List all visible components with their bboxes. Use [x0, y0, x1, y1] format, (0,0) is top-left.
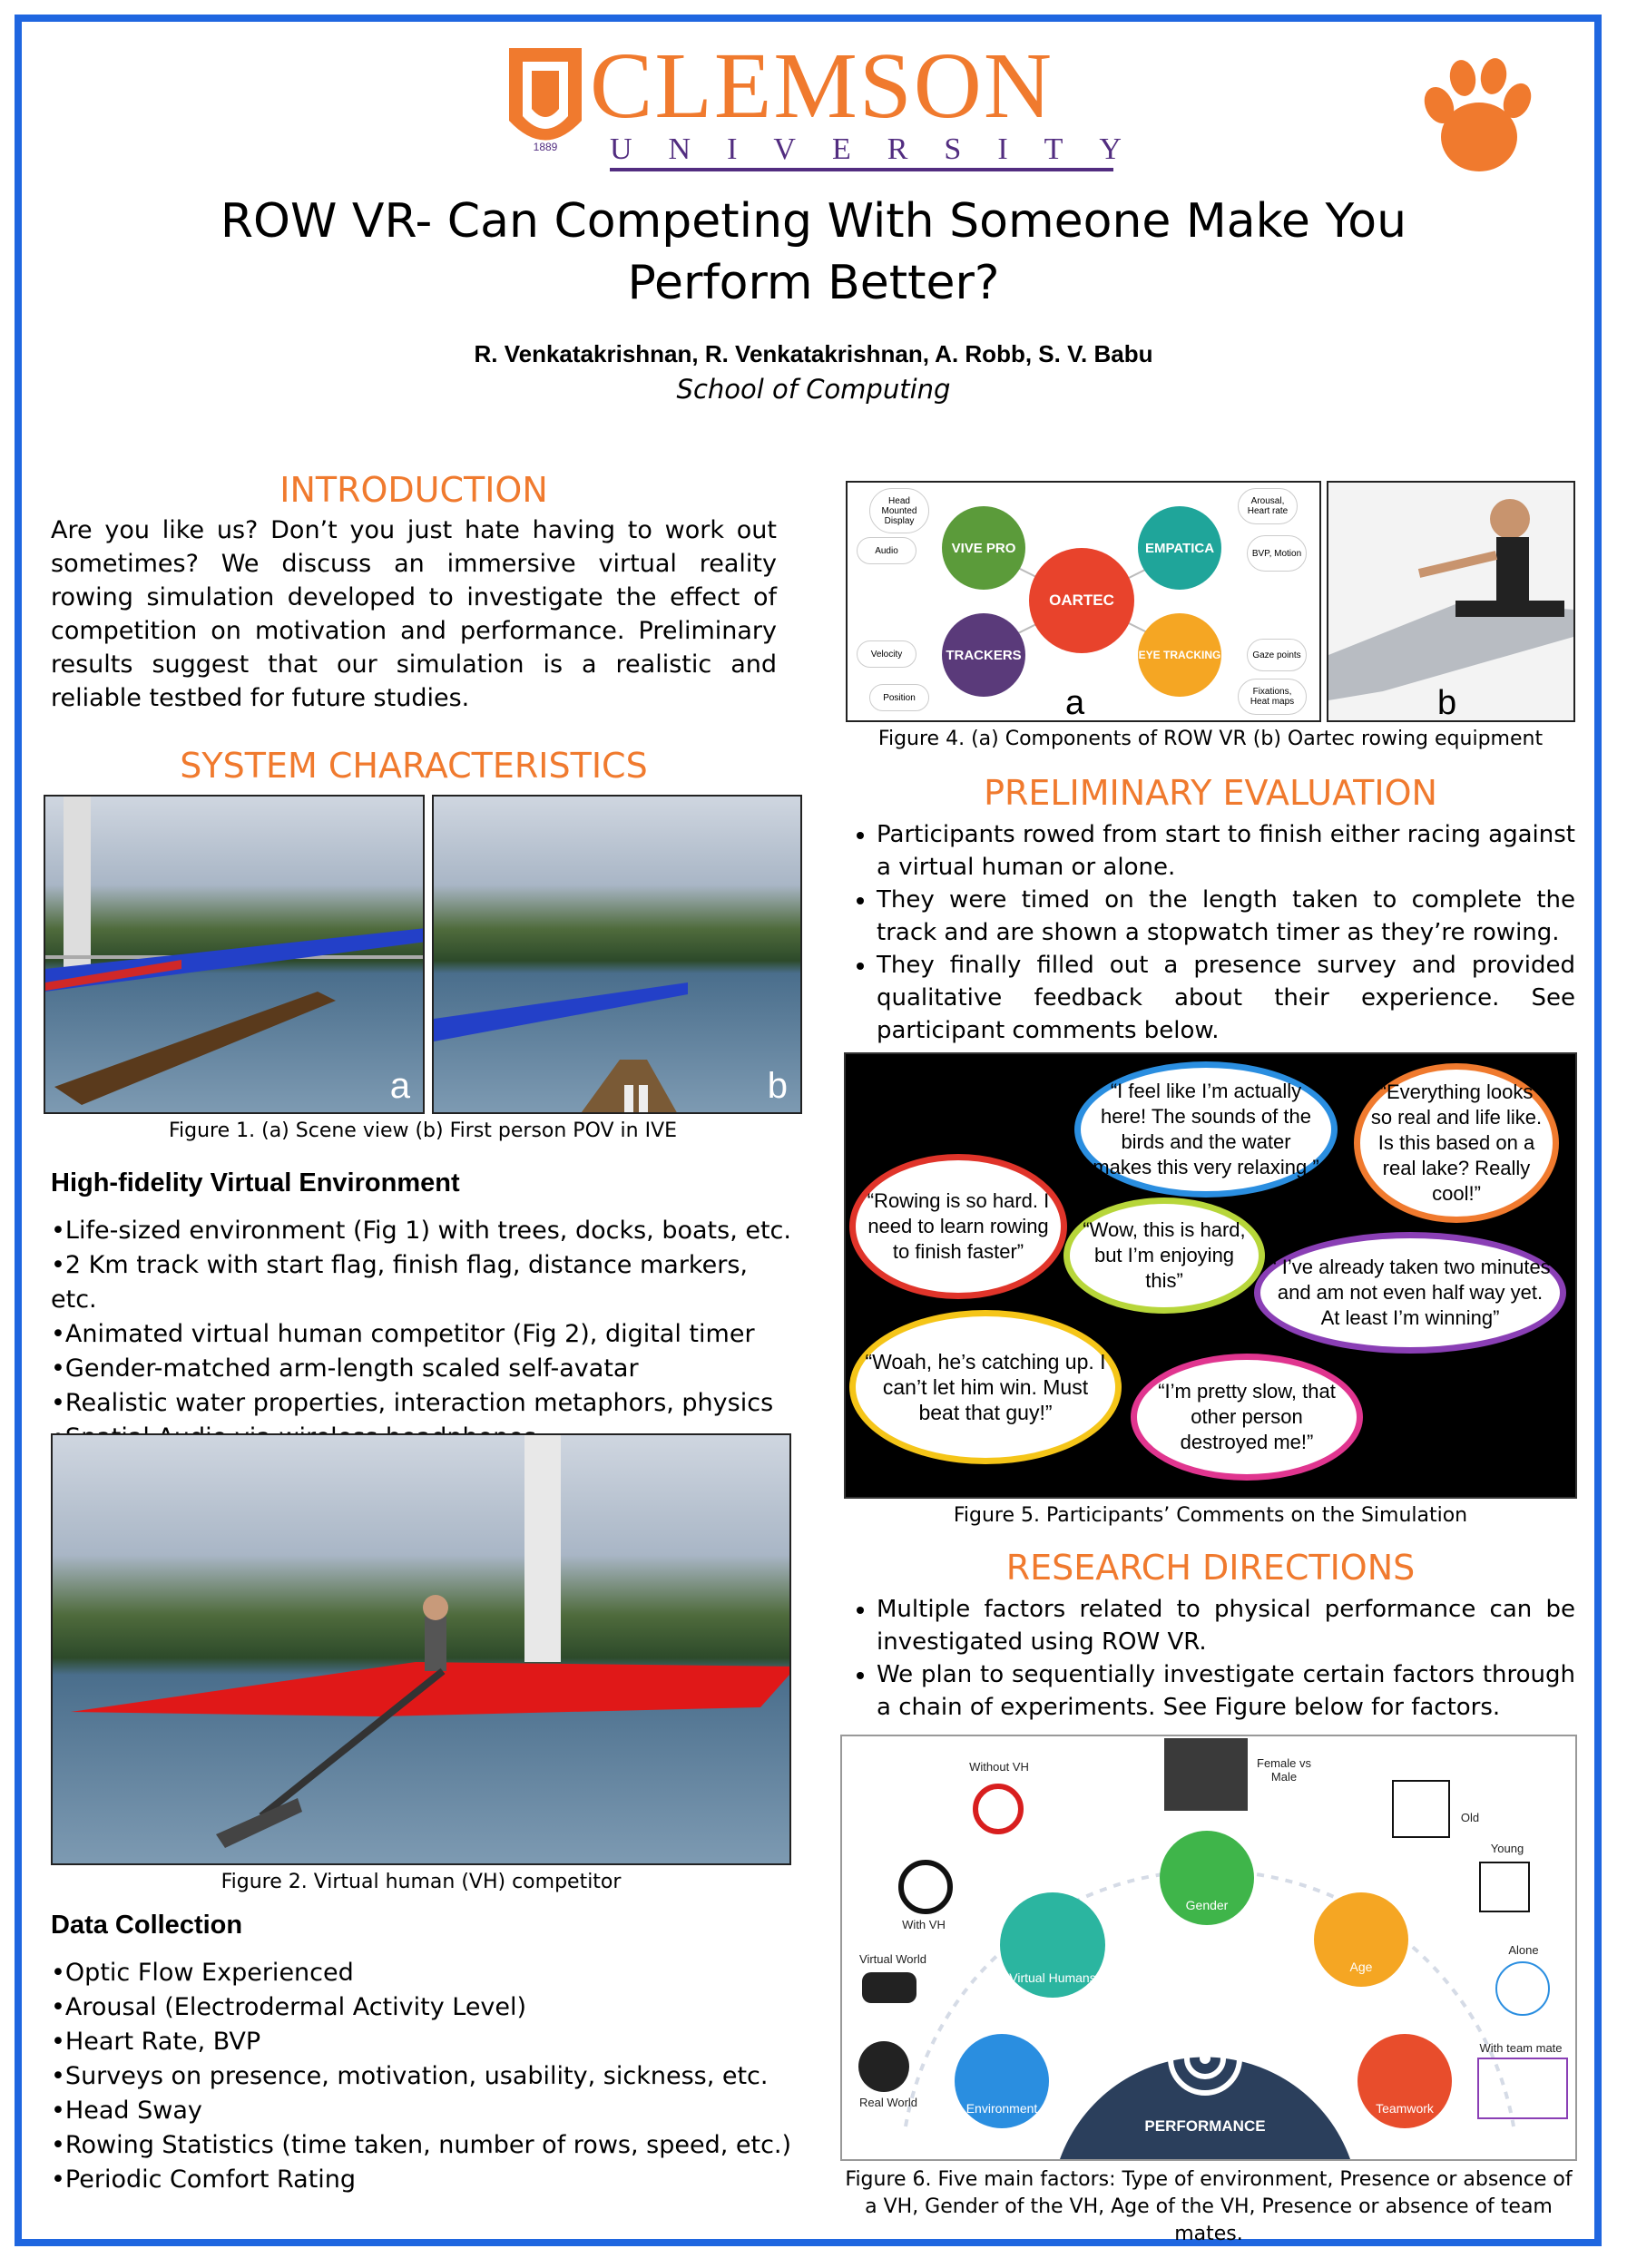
trackers-gear: TRACKERS — [942, 613, 1025, 697]
factor-gender: Gender — [1160, 1831, 1254, 1925]
figure-1-caption: Figure 1. (a) Scene view (b) First person POV in IVE — [168, 1119, 678, 1142]
clemson-wordmark: CLEMSON — [590, 34, 1054, 138]
research-item: • Multiple factors related to physical performance can be investigated using ROW VR. — [877, 1593, 1575, 1658]
system-heading: SYSTEM CHARACTERISTICS — [180, 746, 648, 786]
figure-1b-label: b — [767, 1066, 788, 1106]
prelim-item: • They were timed on the length taken to complete the track and are shown a stopwatch timer as they’re rowing. — [877, 884, 1575, 949]
university-wordmark: UNIVERSITY — [610, 132, 1158, 166]
label-with-team-mate: With team mate — [1479, 2041, 1563, 2055]
eye-tracking-gear: EYE TRACKING — [1138, 613, 1221, 697]
figure-4-caption: Figure 4. (a) Components of ROW VR (b) Oartec rowing equipment — [877, 728, 1544, 750]
hifi-item: •2 Km track with start flag, finish flag, distance markers, etc. — [51, 1251, 748, 1314]
prelim-item: • Participants rowed from start to finish either racing against a virtual human or alone. — [877, 818, 1575, 884]
label-old: Old — [1460, 1811, 1480, 1824]
prelim-item: • They finally filled out a presence survey and provided qualitative feedback about their experience. See participant comments below. — [877, 949, 1575, 1047]
hifi-item: •Animated virtual human competitor (Fig 2), digital timer — [51, 1320, 755, 1348]
pill-bvp: BVP, Motion — [1247, 535, 1307, 572]
affiliation: School of Computing — [676, 374, 951, 405]
data-collection-heading: Data Collection — [51, 1911, 243, 1940]
figure-2-caption: Figure 2. Virtual human (VH) competitor — [221, 1871, 622, 1893]
with-vh-icon — [898, 1860, 953, 1914]
comment-bubble: “Woah, he’s catching up. I can’t let him win. Must beat that guy!” — [849, 1310, 1122, 1464]
university-underline — [610, 168, 1113, 171]
comment-bubble: “I’m pretty slow, that other person destroyed me!” — [1131, 1354, 1363, 1481]
data-item: •Rowing Statistics (time taken, number of rows, speed, etc.) — [51, 2131, 792, 2159]
figure-1a-label: a — [389, 1066, 410, 1106]
poster-title — [181, 191, 1446, 314]
comment-bubble: “Wow, this is hard, but I’m enjoying this” — [1063, 1198, 1265, 1314]
empatica-gear: EMPATICA — [1138, 506, 1221, 590]
factor-teamwork: Teamwork — [1357, 2034, 1452, 2128]
svg-text:1889: 1889 — [533, 141, 558, 153]
factor-age: Age — [1314, 1892, 1408, 1987]
pill-position: Position — [869, 684, 929, 711]
hifi-list — [51, 1214, 795, 1455]
data-item: •Head Sway — [51, 2097, 202, 2125]
tiger-paw-logo — [1416, 51, 1534, 178]
oartec-gear: OARTEC — [1029, 548, 1134, 653]
figure-1b-first-person-view — [432, 795, 802, 1114]
label-virtual-world: Virtual World — [859, 1952, 926, 1966]
factor-environment: Environment — [955, 2034, 1049, 2128]
title-line-2: Perform Better? — [627, 256, 1000, 310]
preliminary-heading: PRELIMINARY EVALUATION — [984, 773, 1437, 813]
data-item: •Heart Rate, BVP — [51, 2028, 261, 2056]
figure-5-caption: Figure 5. Participants’ Comments on the Simulation — [953, 1504, 1468, 1527]
hifi-item: •Gender-matched arm-length scaled self-avatar — [51, 1354, 639, 1383]
pill-hmd: Head Mounted Display — [869, 488, 929, 533]
figure-4b-label: b — [1437, 684, 1457, 722]
pill-arousal: Arousal, Heart rate — [1238, 488, 1298, 524]
pill-audio: Audio — [857, 537, 916, 564]
data-item: •Optic Flow Experienced — [51, 1959, 354, 1987]
pill-fixations: Fixations, Heat maps — [1238, 679, 1307, 715]
preliminary-list — [846, 818, 1575, 1047]
pill-velocity: Velocity — [857, 640, 916, 668]
title-line-1: ROW VR- Can Competing With Someone Make You — [220, 194, 1407, 249]
figure-5-comments — [844, 1052, 1577, 1499]
figure-1a-scene-view — [44, 795, 425, 1114]
data-item: •Surveys on presence, motivation, usability, sickness, etc. — [51, 2062, 769, 2090]
data-collection-list — [51, 1956, 795, 2197]
old-person-icon — [1392, 1780, 1450, 1838]
baby-icon — [1479, 1862, 1530, 1912]
globe-icon — [858, 2041, 909, 2092]
comment-bubble: “ I’ve already taken two minutes and am not even half way yet. At least I’m winning” — [1254, 1232, 1566, 1354]
introduction-heading: INTRODUCTION — [279, 470, 548, 510]
without-vh-icon — [973, 1784, 1024, 1834]
pill-gaze: Gaze points — [1247, 639, 1307, 671]
figure-2-vh-competitor — [51, 1433, 791, 1865]
label-female-vs-male: Female vs Male — [1257, 1756, 1311, 1784]
hifi-heading: High-fidelity Virtual Environment — [51, 1168, 460, 1198]
comment-bubble: “I feel like I’m actually here! The sounds of the birds and the water makes this very relaxing.” — [1074, 1061, 1338, 1198]
figure-6-caption: Figure 6. Five main factors: Type of environment, Presence or absence of a VH, Gender of the VH, Age of the VH, Presence or absence of team mates. — [845, 2168, 1573, 2245]
hifi-item: •Life-sized environment (Fig 1) with trees, docks, boats, etc. — [51, 1217, 791, 1245]
comment-bubble: “Rowing is so hard. I need to learn rowing to finish faster” — [849, 1154, 1067, 1299]
label-without-vh: Without VH — [969, 1760, 1029, 1774]
figure-6-factors-diagram — [840, 1735, 1577, 2161]
vr-headset-icon — [862, 1972, 916, 2003]
research-item: • We plan to sequentially investigate certain factors through a chain of experiments. See Figure below for factors. — [877, 1658, 1575, 1724]
vive-pro-gear: VIVE PRO — [942, 506, 1025, 590]
figure-4a-label: a — [1065, 684, 1085, 722]
label-young: Young — [1490, 1842, 1524, 1855]
label-real-world: Real World — [858, 2096, 918, 2109]
research-heading: RESEARCH DIRECTIONS — [1005, 1548, 1416, 1588]
performance-label: PERFORMANCE — [1144, 2117, 1266, 2135]
comment-bubble: “Everything looks so real and life like. Is this based on a real lake? Really cool!” — [1354, 1063, 1559, 1223]
authors: R. Venkatakrishnan, R. Venkatakrishnan, A. Robb, S. V. Babu — [474, 340, 1153, 367]
data-item: •Periodic Comfort Rating — [51, 2165, 357, 2194]
figure-4b-oartec-equipment — [1327, 481, 1575, 722]
factor-virtual-humans: Virtual Humans — [1000, 1892, 1105, 1998]
alone-icon — [1495, 1961, 1550, 2016]
hifi-item: •Realistic water properties, interaction metaphors, physics — [51, 1389, 774, 1417]
clemson-seal — [505, 44, 586, 160]
research-list — [846, 1593, 1575, 1724]
label-with-vh: With VH — [902, 1918, 946, 1931]
label-alone: Alone — [1508, 1943, 1539, 1957]
team-mate-icon — [1477, 2058, 1568, 2119]
introduction-text: Are you like us? Don’t you just hate having to work out sometimes? We discuss an immersive virtual reality rowing simulation developed to investigate the effect of competition on motivation and performance. Preliminary results suggest that our simulation is a realistic and reliable testbed for future studies. — [51, 516, 777, 712]
figure-4a-components-diagram — [846, 481, 1321, 722]
data-item: •Arousal (Electrodermal Activity Level) — [51, 1993, 527, 2021]
